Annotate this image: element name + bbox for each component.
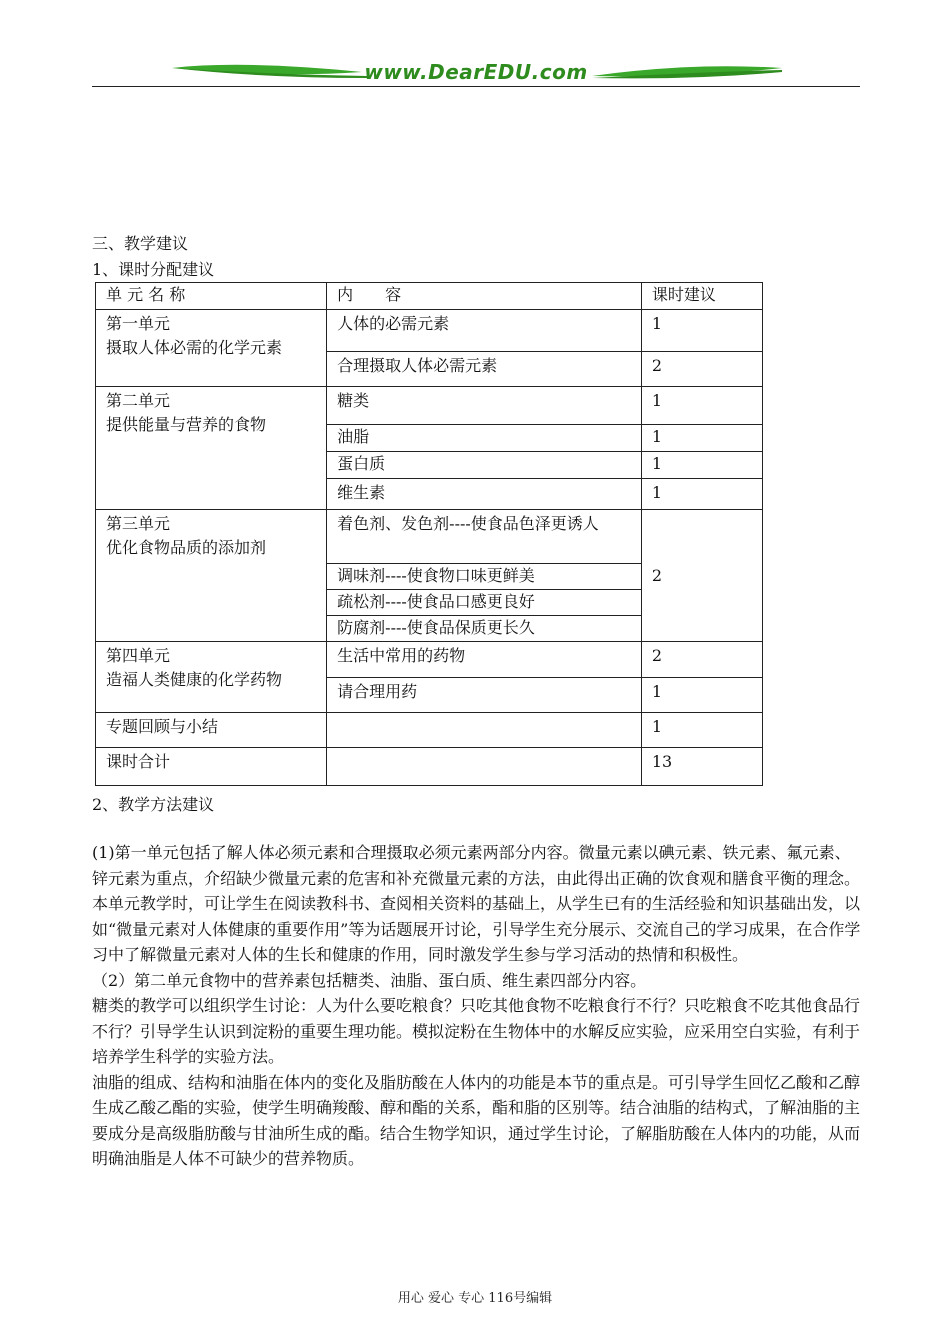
page-footer: 用心 爱心 专心 116号编辑 bbox=[397, 1291, 553, 1306]
content-cell: 合理摄取人体必需元素 bbox=[327, 352, 642, 387]
content-cell: 维生素 bbox=[327, 479, 642, 510]
content-cell: 防腐剂----使食品保质更长久 bbox=[327, 616, 642, 642]
content-cell bbox=[327, 748, 642, 786]
table-row bbox=[96, 713, 763, 748]
site-logo-text[interactable]: www.DearEDU.com bbox=[364, 60, 588, 84]
unit-subtitle: 优化食物品质的添加剂 bbox=[106, 538, 267, 557]
unit-title: 第一单元 bbox=[106, 314, 171, 333]
column-header: 课时建议 bbox=[641, 283, 762, 310]
content-cell: 着色剂、发色剂----使食品色泽更诱人 bbox=[327, 510, 642, 564]
paragraph: （2）第二单元食物中的营养素包括糖类、油脂、蛋白质、维生素四部分内容。 bbox=[92, 970, 647, 990]
column-header: 单 元 名 称 bbox=[96, 283, 327, 310]
hours-cell: 1 bbox=[641, 713, 762, 748]
content-cell: 生活中常用的药物 bbox=[327, 642, 642, 678]
teaching-method-text bbox=[92, 840, 862, 1172]
paragraph: (1)第一单元包括了解人体必须元素和合理摄取必须元素两部分内容。微量元素以碘元素、铁元素、氟元素、锌元素为重点，介绍缺少微量元素的危害和补充微量元素的方法，由此得出正确的饮食观和膳食平衡的理念。 bbox=[92, 843, 861, 888]
table-row bbox=[96, 642, 763, 678]
hours-cell: 1 bbox=[641, 310, 762, 352]
hours-cell: 1 bbox=[641, 452, 762, 479]
hours-cell: 1 bbox=[641, 387, 762, 425]
content-cell: 糖类 bbox=[327, 387, 642, 425]
content-cell bbox=[327, 713, 642, 748]
unit-title: 第三单元 bbox=[106, 514, 171, 533]
table-row bbox=[96, 510, 763, 564]
table-row bbox=[96, 387, 763, 425]
unit-title: 第二单元 bbox=[106, 391, 171, 410]
hours-cell: 2 bbox=[641, 352, 762, 387]
unit-subtitle: 摄取人体必需的化学元素 bbox=[106, 338, 283, 357]
paragraph: 本单元教学时，可让学生在阅读教科书、查阅相关资料的基础上，从学生已有的生活经验和知识基础出发，以如“微量元素对人体健康的重要作用”等为话题展开讨论，引导学生充分展示、交流自己的学习成果，在合作学习中了解微量元素对人体的生长和健康的作用，同时激发学生参与学习活动的热情和积极性。 bbox=[92, 894, 861, 964]
unit-cell bbox=[96, 387, 327, 510]
content-cell: 请合理用药 bbox=[327, 678, 642, 713]
content-cell: 油脂 bbox=[327, 425, 642, 452]
hours-cell: 1 bbox=[641, 425, 762, 452]
schedule-table bbox=[95, 282, 763, 786]
section-title: 三、教学建议 bbox=[92, 234, 189, 253]
unit-cell bbox=[96, 510, 327, 642]
hours-cell: 1 bbox=[641, 678, 762, 713]
unit-subtitle: 提供能量与营养的食物 bbox=[106, 415, 267, 434]
content-cell: 疏松剂----使食品口感更良好 bbox=[327, 590, 642, 616]
paragraph: 油脂的组成、结构和油脂在体内的变化及脂肪酸在人体内的功能是本节的重点是。可引导学生回忆乙酸和乙醇生成乙酸乙酯的实验，使学生明确羧酸、醇和酯的关系，酯和脂的区别等。结合油脂的结构式，了解油脂的主要成分是高级脂肪酸与甘油所生成的酯。结合生物学知识，通过学生讨论，了解脂肪酸在人体内的功能，从而明确油脂是人体不可缺少的营养物质。 bbox=[92, 1072, 861, 1168]
unit-subtitle: 造福人类健康的化学药物 bbox=[106, 670, 283, 689]
header-rule bbox=[92, 86, 860, 87]
content-cell: 蛋白质 bbox=[327, 452, 642, 479]
column-header: 内 容 bbox=[327, 283, 642, 310]
unit-cell: 专题回顾与小结 bbox=[96, 713, 327, 748]
subsection-title-2: 2、教学方法建议 bbox=[92, 795, 215, 814]
table-row bbox=[96, 748, 763, 786]
subsection-title-1: 1、课时分配建议 bbox=[92, 260, 215, 279]
paragraph: 糖类的教学可以组织学生讨论：人为什么要吃粮食？只吃其他食物不吃粮食行不行？只吃粮食不吃其他食品行不行？引导学生认识到淀粉的重要生理功能。模拟淀粉在生物体中的水解反应实验，应采用空白实验，有利于培养学生科学的实验方法。 bbox=[92, 996, 861, 1066]
unit-title: 第四单元 bbox=[106, 646, 171, 665]
table-row bbox=[96, 310, 763, 352]
unit-cell: 课时合计 bbox=[96, 748, 327, 786]
hours-cell: 1 bbox=[641, 479, 762, 510]
content-cell: 人体的必需元素 bbox=[327, 310, 642, 352]
content-cell: 调味剂----使食物口味更鲜美 bbox=[327, 564, 642, 590]
unit-cell bbox=[96, 642, 327, 713]
hours-cell: 2 bbox=[641, 510, 762, 642]
unit-cell bbox=[96, 310, 327, 387]
hours-cell: 2 bbox=[641, 642, 762, 678]
hours-cell: 13 bbox=[641, 748, 762, 786]
table-header-row bbox=[96, 283, 763, 310]
